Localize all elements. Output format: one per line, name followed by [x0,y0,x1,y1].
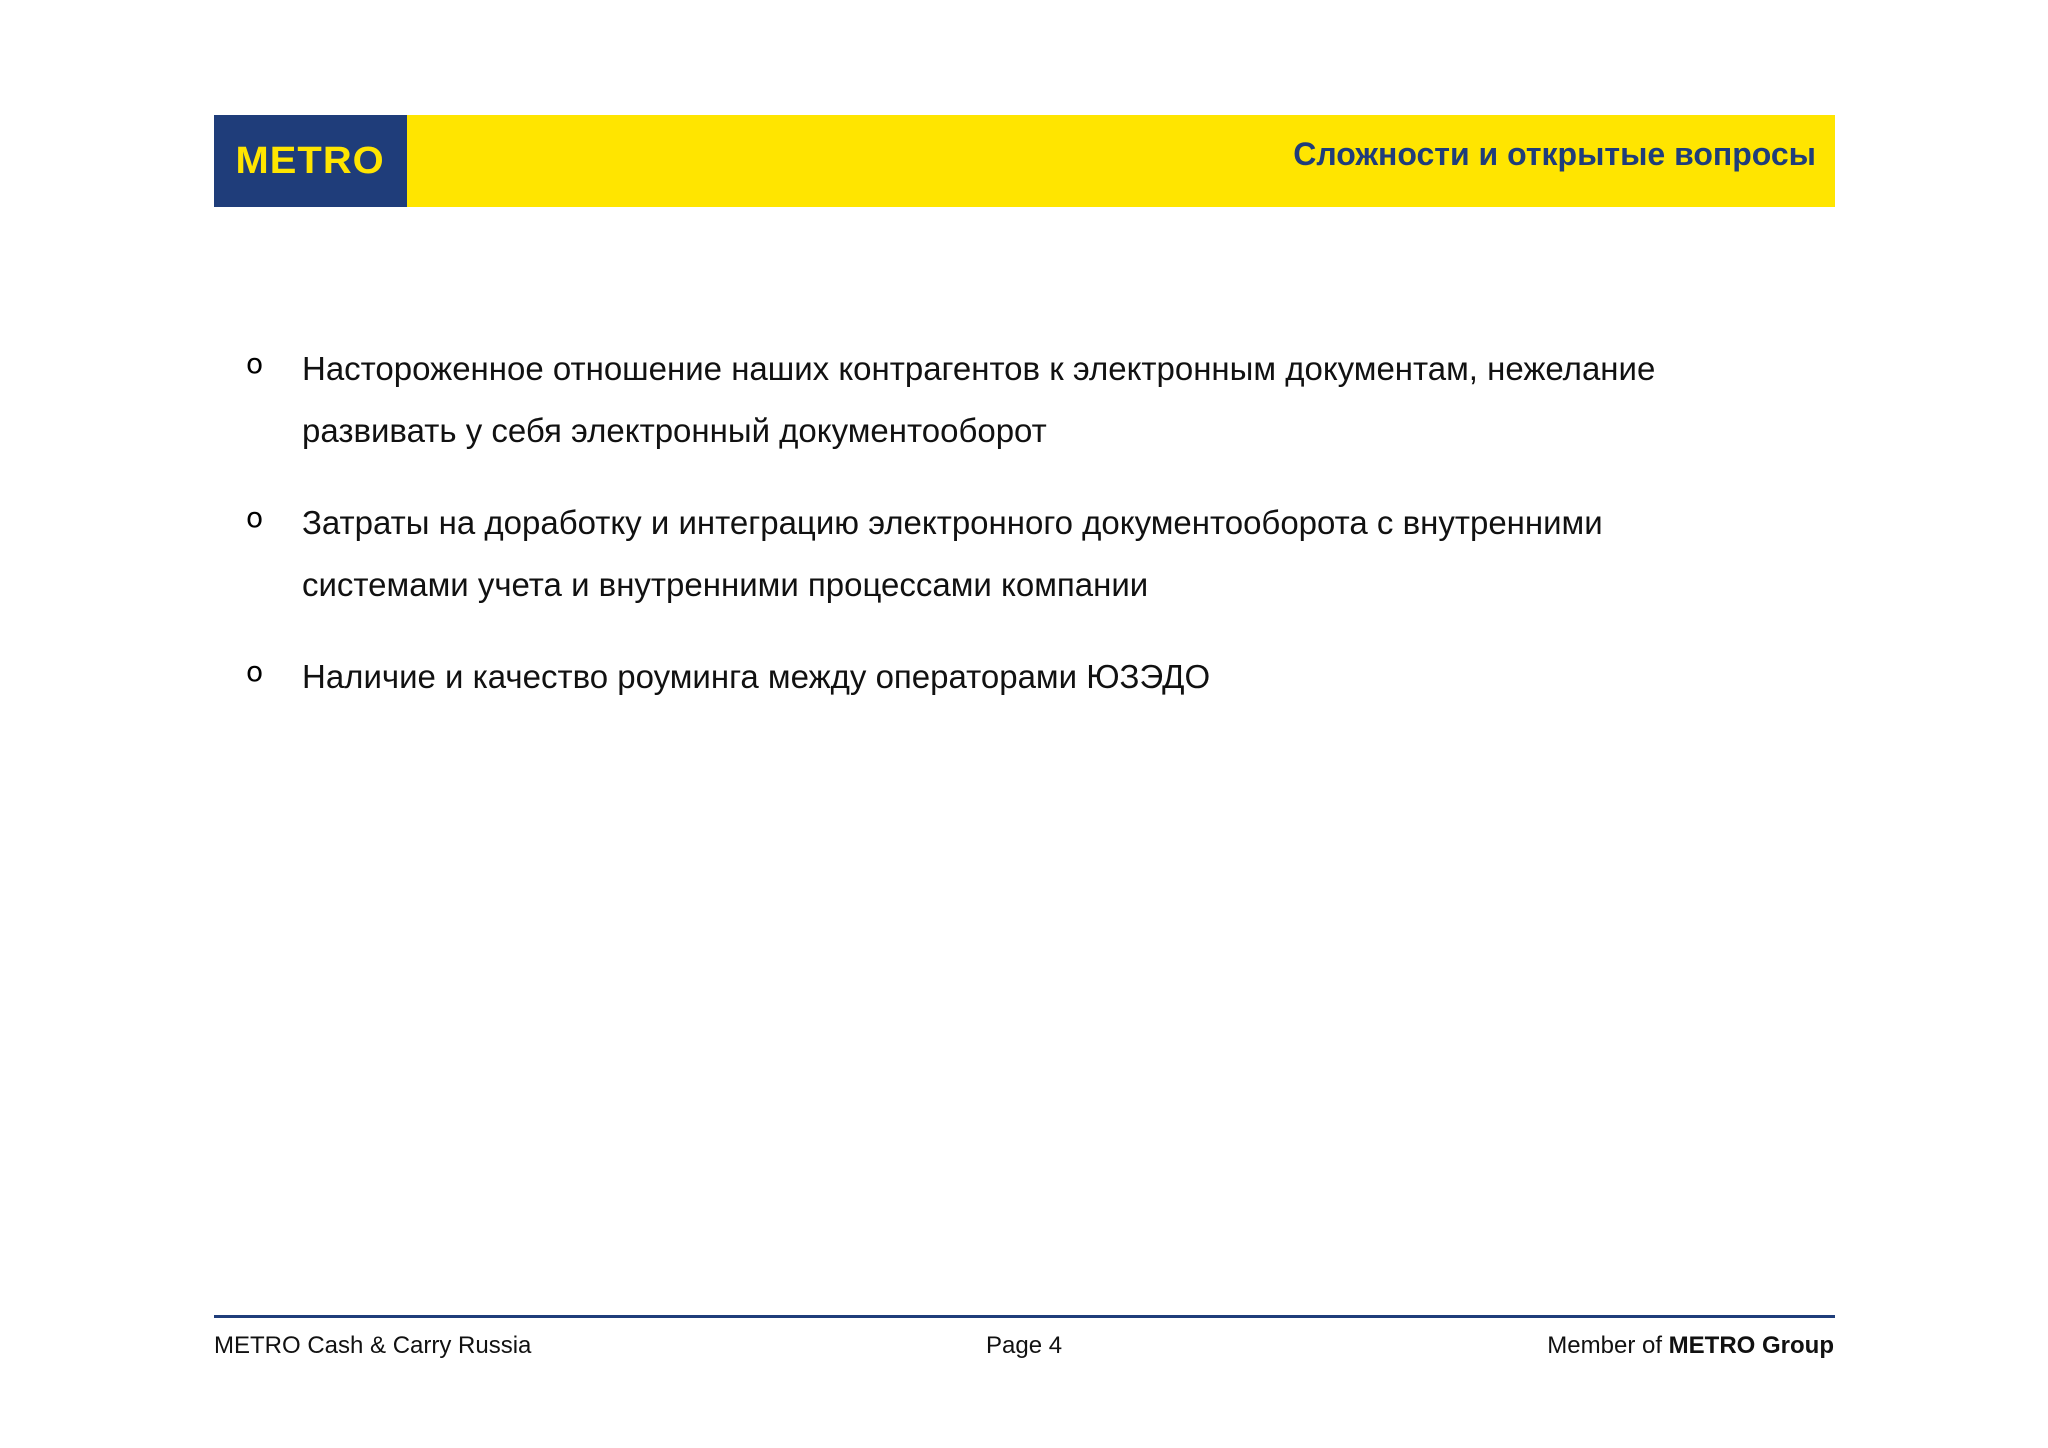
list-item [246,338,1746,462]
metro-logo [214,115,407,207]
page-title: Сложности и открытые вопросы [1293,136,1816,172]
footer-company: METRO Cash & Carry Russia [214,1332,532,1359]
list-item-text: Наличие и качество роуминга между операторами ЮЗЭДО [302,658,1211,695]
bullet-circle-icon: o [246,655,264,688]
list-item [246,492,1746,616]
footer-divider [214,1315,1835,1318]
footer-member-group: METRO Group [1668,1332,1834,1359]
bullet-list [246,338,1746,738]
footer-member-prefix: Member of [1547,1332,1669,1359]
metro-logo-text: METRO [235,139,386,182]
bullet-circle-icon: o [246,347,264,380]
page-number: Page 4 [986,1332,1063,1359]
list-item-text: Затраты на доработку и интеграцию электронного документооборота с внутренними системами учета и внутренними процессами компании [302,504,1603,603]
list-item-text: Настороженное отношение наших контрагентов к электронным документам, нежелание развивать у себя электронный документооборот [302,350,1656,449]
footer-member [1547,1332,1834,1360]
bullet-circle-icon: o [246,501,264,534]
list-item [246,646,1746,708]
